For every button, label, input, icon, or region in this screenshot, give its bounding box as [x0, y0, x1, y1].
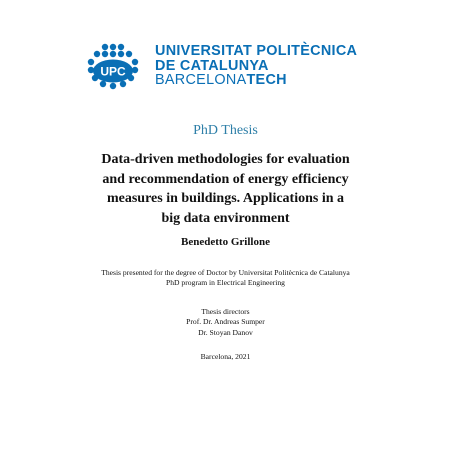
directors-heading: Thesis directors [201, 307, 250, 316]
director-name: Prof. Dr. Andreas Sumper [186, 317, 265, 327]
campus-name: BARCELONA [155, 72, 247, 88]
campus-suffix: TECH [246, 72, 287, 88]
thesis-title-line: big data environment [161, 210, 290, 226]
thesis-directors [0, 307, 451, 338]
university-logo [87, 42, 377, 90]
director-name: Dr. Stoyan Danov [198, 327, 253, 337]
thesis-title-line: and recommendation of energy efficiency [102, 171, 349, 187]
upc-logo-mark [87, 42, 139, 90]
university-name-line-2: DE CATALUNYA [155, 57, 269, 74]
thesis-title [40, 150, 411, 228]
author-name: Benedetto Grillone [181, 236, 270, 248]
degree-statement-line: Thesis presented for the degree of Doctor by Universitat Politècnica de Catalunya [101, 268, 350, 277]
university-name-line-3 [155, 73, 357, 88]
university-name-line-1: UNIVERSITAT POLITÈCNICA [155, 43, 358, 59]
thesis-title-line: measures in buildings. Applications in a [106, 191, 345, 206]
university-name [155, 44, 357, 88]
place-and-date: Barcelona, 2021 [200, 352, 251, 361]
degree-statement [0, 268, 451, 288]
document-type-label: PhD Thesis [193, 123, 258, 138]
thesis-title-line: Data-driven methodologies for evaluation [101, 152, 350, 167]
program-line: PhD program in Electrical Engineering [166, 278, 285, 287]
logo-mark-text: UPC [100, 64, 126, 79]
